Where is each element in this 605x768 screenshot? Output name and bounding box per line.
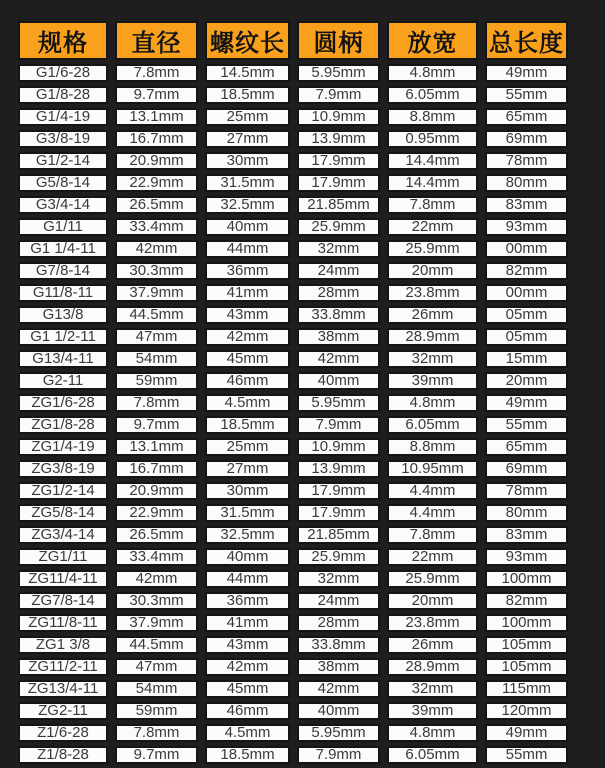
value-cell: 42mm [115,570,198,588]
value-cell: 46mm [205,372,290,390]
value-cell: 105mm [485,658,568,676]
value-cell: 45mm [205,680,290,698]
value-cell: 42mm [297,350,380,368]
value-cell: 25.9mm [387,570,478,588]
spec-cell: ZG7/8-14 [18,592,108,610]
value-cell: 28.9mm [387,658,478,676]
value-cell: 32mm [297,240,380,258]
value-cell: 82mm [485,262,568,280]
value-cell: 22.9mm [115,174,198,192]
value-cell: 14.5mm [205,64,290,82]
spec-cell: G1/4-19 [18,108,108,126]
value-cell: 115mm [485,680,568,698]
value-cell: 30.3mm [115,262,198,280]
spec-cell: G11/8-11 [18,284,108,302]
value-cell: 7.8mm [115,394,198,412]
value-cell: 9.7mm [115,416,198,434]
header-row [18,21,568,60]
spec-cell: ZG11/8-11 [18,614,108,632]
table-row [18,746,568,764]
value-cell: 100mm [485,570,568,588]
value-cell: 13.9mm [297,130,380,148]
column-header-width: 放宽 [387,21,478,60]
value-cell: 6.05mm [387,746,478,764]
value-cell: 100mm [485,614,568,632]
value-cell: 22.9mm [115,504,198,522]
value-cell: 65mm [485,438,568,456]
value-cell: 38mm [297,658,380,676]
value-cell: 59mm [115,702,198,720]
value-cell: 18.5mm [205,746,290,764]
value-cell: 7.8mm [115,724,198,742]
table-row [18,570,568,588]
spec-cell: ZG3/4-14 [18,526,108,544]
column-header-thread-length: 螺纹长 [205,21,290,60]
value-cell: 33.8mm [297,306,380,324]
value-cell: 4.4mm [387,504,478,522]
value-cell: 24mm [297,262,380,280]
table-row [18,482,568,500]
value-cell: 26.5mm [115,526,198,544]
value-cell: 45mm [205,350,290,368]
value-cell: 78mm [485,152,568,170]
value-cell: 39mm [387,372,478,390]
value-cell: 5.95mm [297,724,380,742]
value-cell: 32mm [297,570,380,588]
value-cell: 05mm [485,306,568,324]
table-row [18,394,568,412]
value-cell: 26.5mm [115,196,198,214]
table-row [18,86,568,104]
value-cell: 22mm [387,218,478,236]
column-header-round-shank: 圆柄 [297,21,380,60]
spec-cell: ZG11/2-11 [18,658,108,676]
value-cell: 43mm [205,306,290,324]
spec-table-body [18,64,568,764]
value-cell: 16.7mm [115,130,198,148]
value-cell: 42mm [115,240,198,258]
value-cell: 17.9mm [297,152,380,170]
value-cell: 14.4mm [387,174,478,192]
value-cell: 13.1mm [115,108,198,126]
value-cell: 25.9mm [297,218,380,236]
value-cell: 9.7mm [115,746,198,764]
value-cell: 42mm [205,328,290,346]
spec-cell: ZG11/4-11 [18,570,108,588]
value-cell: 7.9mm [297,416,380,434]
value-cell: 4.5mm [205,394,290,412]
value-cell: 44mm [205,570,290,588]
value-cell: 83mm [485,526,568,544]
spec-cell: G1/6-28 [18,64,108,82]
value-cell: 44mm [205,240,290,258]
value-cell: 40mm [297,372,380,390]
column-header-spec: 规格 [18,21,108,60]
value-cell: 25.9mm [387,240,478,258]
value-cell: 4.8mm [387,724,478,742]
value-cell: 54mm [115,680,198,698]
spec-cell: ZG2-11 [18,702,108,720]
value-cell: 38mm [297,328,380,346]
value-cell: 42mm [205,658,290,676]
spec-cell: ZG1/6-28 [18,394,108,412]
spec-cell: Z1/8-28 [18,746,108,764]
value-cell: 7.9mm [297,86,380,104]
value-cell: 21.85mm [297,526,380,544]
value-cell: 32.5mm [205,526,290,544]
value-cell: 23.8mm [387,614,478,632]
table-row [18,724,568,742]
value-cell: 25mm [205,438,290,456]
table-row [18,328,568,346]
value-cell: 80mm [485,504,568,522]
table-row [18,350,568,368]
value-cell: 32mm [387,680,478,698]
value-cell: 17.9mm [297,482,380,500]
spec-cell: ZG1/8-28 [18,416,108,434]
spec-cell: G1 1/4-11 [18,240,108,258]
spec-cell: ZG1/4-19 [18,438,108,456]
value-cell: 55mm [485,746,568,764]
value-cell: 43mm [205,636,290,654]
value-cell: 7.9mm [297,746,380,764]
value-cell: 83mm [485,196,568,214]
value-cell: 8.8mm [387,108,478,126]
value-cell: 33.4mm [115,548,198,566]
value-cell: 6.05mm [387,86,478,104]
value-cell: 10.9mm [297,438,380,456]
spec-cell: G1/11 [18,218,108,236]
spec-cell: G3/4-14 [18,196,108,214]
value-cell: 30mm [205,482,290,500]
value-cell: 49mm [485,394,568,412]
value-cell: 10.9mm [297,108,380,126]
value-cell: 17.9mm [297,174,380,192]
value-cell: 37.9mm [115,284,198,302]
value-cell: 26mm [387,636,478,654]
table-row [18,64,568,82]
value-cell: 47mm [115,328,198,346]
value-cell: 4.4mm [387,482,478,500]
value-cell: 13.9mm [297,460,380,478]
spec-cell: G2-11 [18,372,108,390]
value-cell: 31.5mm [205,174,290,192]
value-cell: 69mm [485,130,568,148]
table-row [18,372,568,390]
value-cell: 44.5mm [115,306,198,324]
value-cell: 36mm [205,592,290,610]
value-cell: 36mm [205,262,290,280]
value-cell: 26mm [387,306,478,324]
value-cell: 9.7mm [115,86,198,104]
value-cell: 65mm [485,108,568,126]
value-cell: 7.8mm [387,196,478,214]
table-row [18,548,568,566]
table-row [18,262,568,280]
spec-cell: G7/8-14 [18,262,108,280]
spec-cell: ZG13/4-11 [18,680,108,698]
value-cell: 8.8mm [387,438,478,456]
table-row [18,218,568,236]
spec-cell: G1/2-14 [18,152,108,170]
table-row [18,680,568,698]
value-cell: 13.1mm [115,438,198,456]
value-cell: 46mm [205,702,290,720]
value-cell: 6.05mm [387,416,478,434]
value-cell: 30.3mm [115,592,198,610]
value-cell: 33.4mm [115,218,198,236]
spec-cell: G3/8-19 [18,130,108,148]
value-cell: 7.8mm [387,526,478,544]
spec-cell: G13/4-11 [18,350,108,368]
spec-cell: ZG1 3/8 [18,636,108,654]
value-cell: 4.5mm [205,724,290,742]
value-cell: 32mm [387,350,478,368]
value-cell: 20.9mm [115,152,198,170]
value-cell: 20mm [387,592,478,610]
spec-cell: Z1/6-28 [18,724,108,742]
table-row [18,636,568,654]
value-cell: 47mm [115,658,198,676]
value-cell: 41mm [205,614,290,632]
value-cell: 16.7mm [115,460,198,478]
table-row [18,614,568,632]
value-cell: 80mm [485,174,568,192]
value-cell: 4.8mm [387,394,478,412]
table-row [18,306,568,324]
value-cell: 0.95mm [387,130,478,148]
table-row [18,702,568,720]
value-cell: 5.95mm [297,64,380,82]
value-cell: 27mm [205,460,290,478]
value-cell: 40mm [205,548,290,566]
value-cell: 05mm [485,328,568,346]
value-cell: 10.95mm [387,460,478,478]
table-row [18,130,568,148]
table-row [18,504,568,522]
value-cell: 37.9mm [115,614,198,632]
value-cell: 17.9mm [297,504,380,522]
value-cell: 5.95mm [297,394,380,412]
spec-cell: G5/8-14 [18,174,108,192]
value-cell: 42mm [297,680,380,698]
table-row [18,174,568,192]
value-cell: 28mm [297,284,380,302]
value-cell: 00mm [485,240,568,258]
value-cell: 25.9mm [297,548,380,566]
spec-cell: ZG1/2-14 [18,482,108,500]
value-cell: 31.5mm [205,504,290,522]
value-cell: 28mm [297,614,380,632]
value-cell: 49mm [485,724,568,742]
spec-cell: G1 1/2-11 [18,328,108,346]
value-cell: 39mm [387,702,478,720]
value-cell: 49mm [485,64,568,82]
value-cell: 18.5mm [205,86,290,104]
value-cell: 105mm [485,636,568,654]
spec-cell: ZG3/8-19 [18,460,108,478]
table-row [18,284,568,302]
table-row [18,416,568,434]
value-cell: 55mm [485,416,568,434]
spec-table-header [18,21,568,60]
table-row [18,658,568,676]
value-cell: 22mm [387,548,478,566]
value-cell: 33.8mm [297,636,380,654]
value-cell: 32.5mm [205,196,290,214]
value-cell: 4.8mm [387,64,478,82]
spec-cell: G13/8 [18,306,108,324]
table-row [18,240,568,258]
table-row [18,438,568,456]
table-row [18,460,568,478]
value-cell: 40mm [297,702,380,720]
value-cell: 20mm [387,262,478,280]
value-cell: 20.9mm [115,482,198,500]
value-cell: 00mm [485,284,568,302]
value-cell: 93mm [485,218,568,236]
value-cell: 82mm [485,592,568,610]
spec-table [11,17,575,768]
value-cell: 54mm [115,350,198,368]
table-row [18,152,568,170]
column-header-total-length: 总长度 [485,21,568,60]
value-cell: 20mm [485,372,568,390]
value-cell: 27mm [205,130,290,148]
value-cell: 55mm [485,86,568,104]
value-cell: 23.8mm [387,284,478,302]
value-cell: 78mm [485,482,568,500]
column-header-diameter: 直径 [115,21,198,60]
value-cell: 40mm [205,218,290,236]
value-cell: 21.85mm [297,196,380,214]
value-cell: 24mm [297,592,380,610]
value-cell: 7.8mm [115,64,198,82]
value-cell: 15mm [485,350,568,368]
value-cell: 69mm [485,460,568,478]
value-cell: 28.9mm [387,328,478,346]
value-cell: 18.5mm [205,416,290,434]
value-cell: 41mm [205,284,290,302]
table-row [18,526,568,544]
value-cell: 120mm [485,702,568,720]
value-cell: 93mm [485,548,568,566]
value-cell: 14.4mm [387,152,478,170]
spec-cell: G1/8-28 [18,86,108,104]
spec-cell: ZG5/8-14 [18,504,108,522]
spec-cell: ZG1/11 [18,548,108,566]
table-row [18,108,568,126]
table-row [18,592,568,610]
value-cell: 44.5mm [115,636,198,654]
value-cell: 30mm [205,152,290,170]
table-row [18,196,568,214]
value-cell: 25mm [205,108,290,126]
value-cell: 59mm [115,372,198,390]
